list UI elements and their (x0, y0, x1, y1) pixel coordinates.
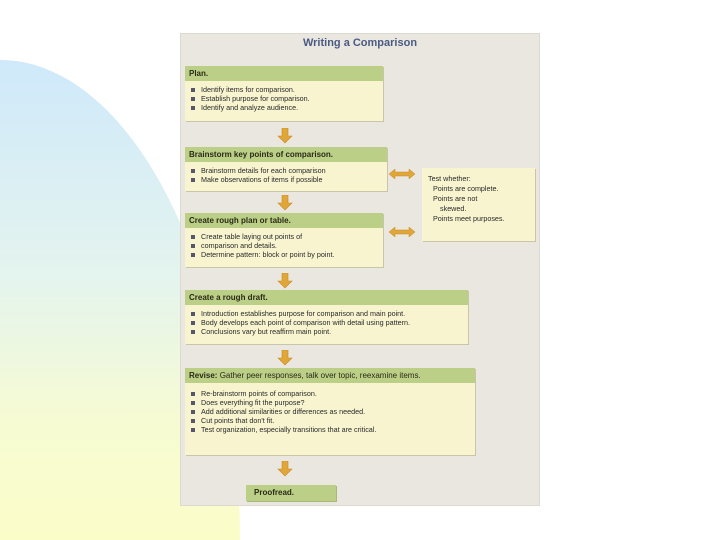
double-arrow-icon (389, 227, 415, 237)
test-item: skewed. (440, 204, 467, 213)
step-revise-detail: Gather peer responses, talk over topic, reexamine items. (219, 371, 421, 380)
list-item: Identify and analyze audience. (191, 103, 379, 112)
test-item: Points are not (433, 194, 478, 203)
step-rough-draft-heading: Create a rough draft. (185, 290, 468, 305)
list-item: Create table laying out points of (191, 232, 379, 241)
step-rough-draft-list (185, 305, 468, 339)
step-revise (185, 368, 475, 455)
step-plan-list (185, 81, 383, 115)
list-item: Make observations of items if possible (191, 175, 383, 184)
list-item: Identify items for comparison. (191, 85, 379, 94)
test-heading: Test whether: (428, 174, 471, 183)
list-item: Determine pattern: block or point by point. (191, 250, 379, 259)
step-rough-plan (185, 213, 383, 267)
list-item: Does everything fit the purpose? (191, 398, 471, 407)
list-item: Add additional similarities or differences as needed. (191, 407, 471, 416)
step-revise-heading (185, 368, 475, 383)
step-plan (185, 66, 383, 121)
flowchart-title: Writing a Comparison (302, 37, 418, 49)
double-arrow-icon (389, 169, 415, 179)
down-arrow-icon (277, 195, 293, 211)
down-arrow-icon (277, 128, 293, 144)
down-arrow-icon (277, 350, 293, 366)
list-item: Test organization, especially transitions that are critical. (191, 425, 471, 434)
step-rough-draft (185, 290, 468, 344)
list-item: Cut points that don't fit. (191, 416, 471, 425)
list-item: Brainstorm details for each comparison (191, 166, 383, 175)
list-item: Body develops each point of comparison with detail using pattern. (191, 318, 464, 327)
down-arrow-icon (277, 461, 293, 477)
step-proofread: Proofread. (246, 485, 336, 501)
step-rough-plan-list (185, 228, 383, 262)
test-item: Points meet purposes. (433, 214, 505, 223)
step-rough-plan-heading: Create rough plan or table. (185, 213, 383, 228)
comparison-flowchart (180, 33, 540, 506)
step-brainstorm-heading: Brainstorm key points of comparison. (185, 147, 387, 162)
step-plan-heading: Plan. (185, 66, 383, 81)
list-item: Re-brainstorm points of comparison. (191, 389, 471, 398)
step-revise-label: Revise: (189, 371, 218, 380)
list-item-continuation: comparison and details. (201, 241, 277, 250)
test-whether-box (422, 168, 535, 241)
step-brainstorm (185, 147, 387, 191)
list-item: Introduction establishes purpose for comparison and main point. (191, 309, 464, 318)
list-item (191, 241, 379, 250)
test-item: Points are complete. (433, 184, 499, 193)
step-brainstorm-list (185, 162, 387, 187)
list-item: Establish purpose for comparison. (191, 94, 379, 103)
step-revise-list (185, 383, 475, 437)
down-arrow-icon (277, 273, 293, 289)
list-item: Conclusions vary but reaffirm main point. (191, 327, 464, 336)
